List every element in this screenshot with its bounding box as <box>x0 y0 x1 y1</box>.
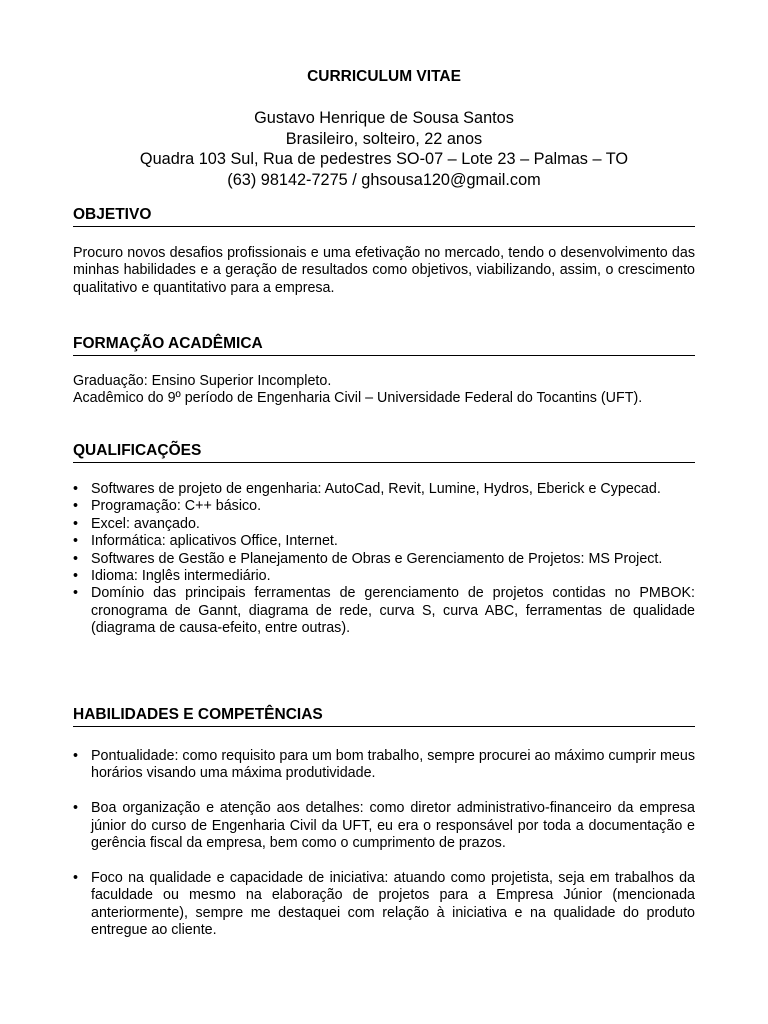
list-item: • Softwares de projeto de engenharia: AutoCad, Revit, Lumine, Hydros, Eberick e Cypecad. <box>73 481 695 498</box>
list-item: • Excel: avançado. <box>73 516 695 533</box>
qualificacoes-list <box>73 481 695 638</box>
person-info: Brasileiro, solteiro, 22 anos <box>285 129 483 148</box>
list-item: • Softwares de Gestão e Planejamento de Obras e Gerenciamento de Projetos: MS Project. <box>73 551 695 568</box>
list-item: • Boa organização e atenção aos detalhes: como diretor administrativo-financeiro da empresa júnior do curso de Engenharia Civil da UFT, eu era o responsável por toda a documentação e gerência fiscal da empresa, bem como o cumprimento de prazos. <box>73 800 695 852</box>
document-title: CURRICULUM VITAE <box>307 68 461 85</box>
list-item: • Pontualidade: como requisito para um bom trabalho, sempre procurei ao máximo cumprir meus horários visando uma máxima produtividade. <box>73 748 695 783</box>
section-heading-qualificacoes: QUALIFICAÇÕES <box>73 442 695 463</box>
section-heading-habilidades: HABILIDADES E COMPETÊNCIAS <box>73 706 695 727</box>
list-item: • Domínio das principais ferramentas de gerenciamento de projetos contidas no PMBOK: cronograma de Gannt, diagrama de rede, curva S, curva ABC, ferramentas de qualidade (diagrama de causa-efeito, entre outras). <box>73 585 695 637</box>
person-name: Gustavo Henrique de Sousa Santos <box>254 109 514 127</box>
section-heading-formacao: FORMAÇÃO ACADÊMICA <box>73 335 695 356</box>
habilidades-list <box>73 748 695 957</box>
person-address: Quadra 103 Sul, Rua de pedestres SO-07 – Lote 23 – Palmas – TO <box>139 150 629 168</box>
personal-header <box>0 108 768 190</box>
section-heading-objetivo: OBJETIVO <box>73 206 695 227</box>
list-item: • Programação: C++ básico. <box>73 498 695 515</box>
list-item: • Informática: aplicativos Office, Internet. <box>73 533 695 550</box>
objetivo-text: Procuro novos desafios profissionais e uma efetivação no mercado, tendo o desenvolvimento das minhas habilidades e a geração de resultados como objetivos, viabilizando, assim, o crescimento qualitativo e quantitativo para a empresa. <box>73 245 695 296</box>
list-item: • Foco na qualidade e capacidade de iniciativa: atuando como projetista, seja em trabalhos da faculdade ou mesmo na elaboração de projetos para a Empresa Júnior (mencionada anteriormente), sempre me destaquei com relação à iniciativa e na qualidade do produto entregue ao cliente. <box>73 870 695 940</box>
formacao-line: Acadêmico do 9º período de Engenharia Civil – Universidade Federal do Tocantins (UFT). <box>73 390 643 407</box>
list-item: • Idioma: Inglês intermediário. <box>73 568 695 585</box>
formacao-line: Graduação: Ensino Superior Incompleto. <box>73 373 332 389</box>
formacao-text <box>73 373 695 408</box>
person-contact: (63) 98142-7275 / ghsousa120@gmail.com <box>227 170 541 189</box>
